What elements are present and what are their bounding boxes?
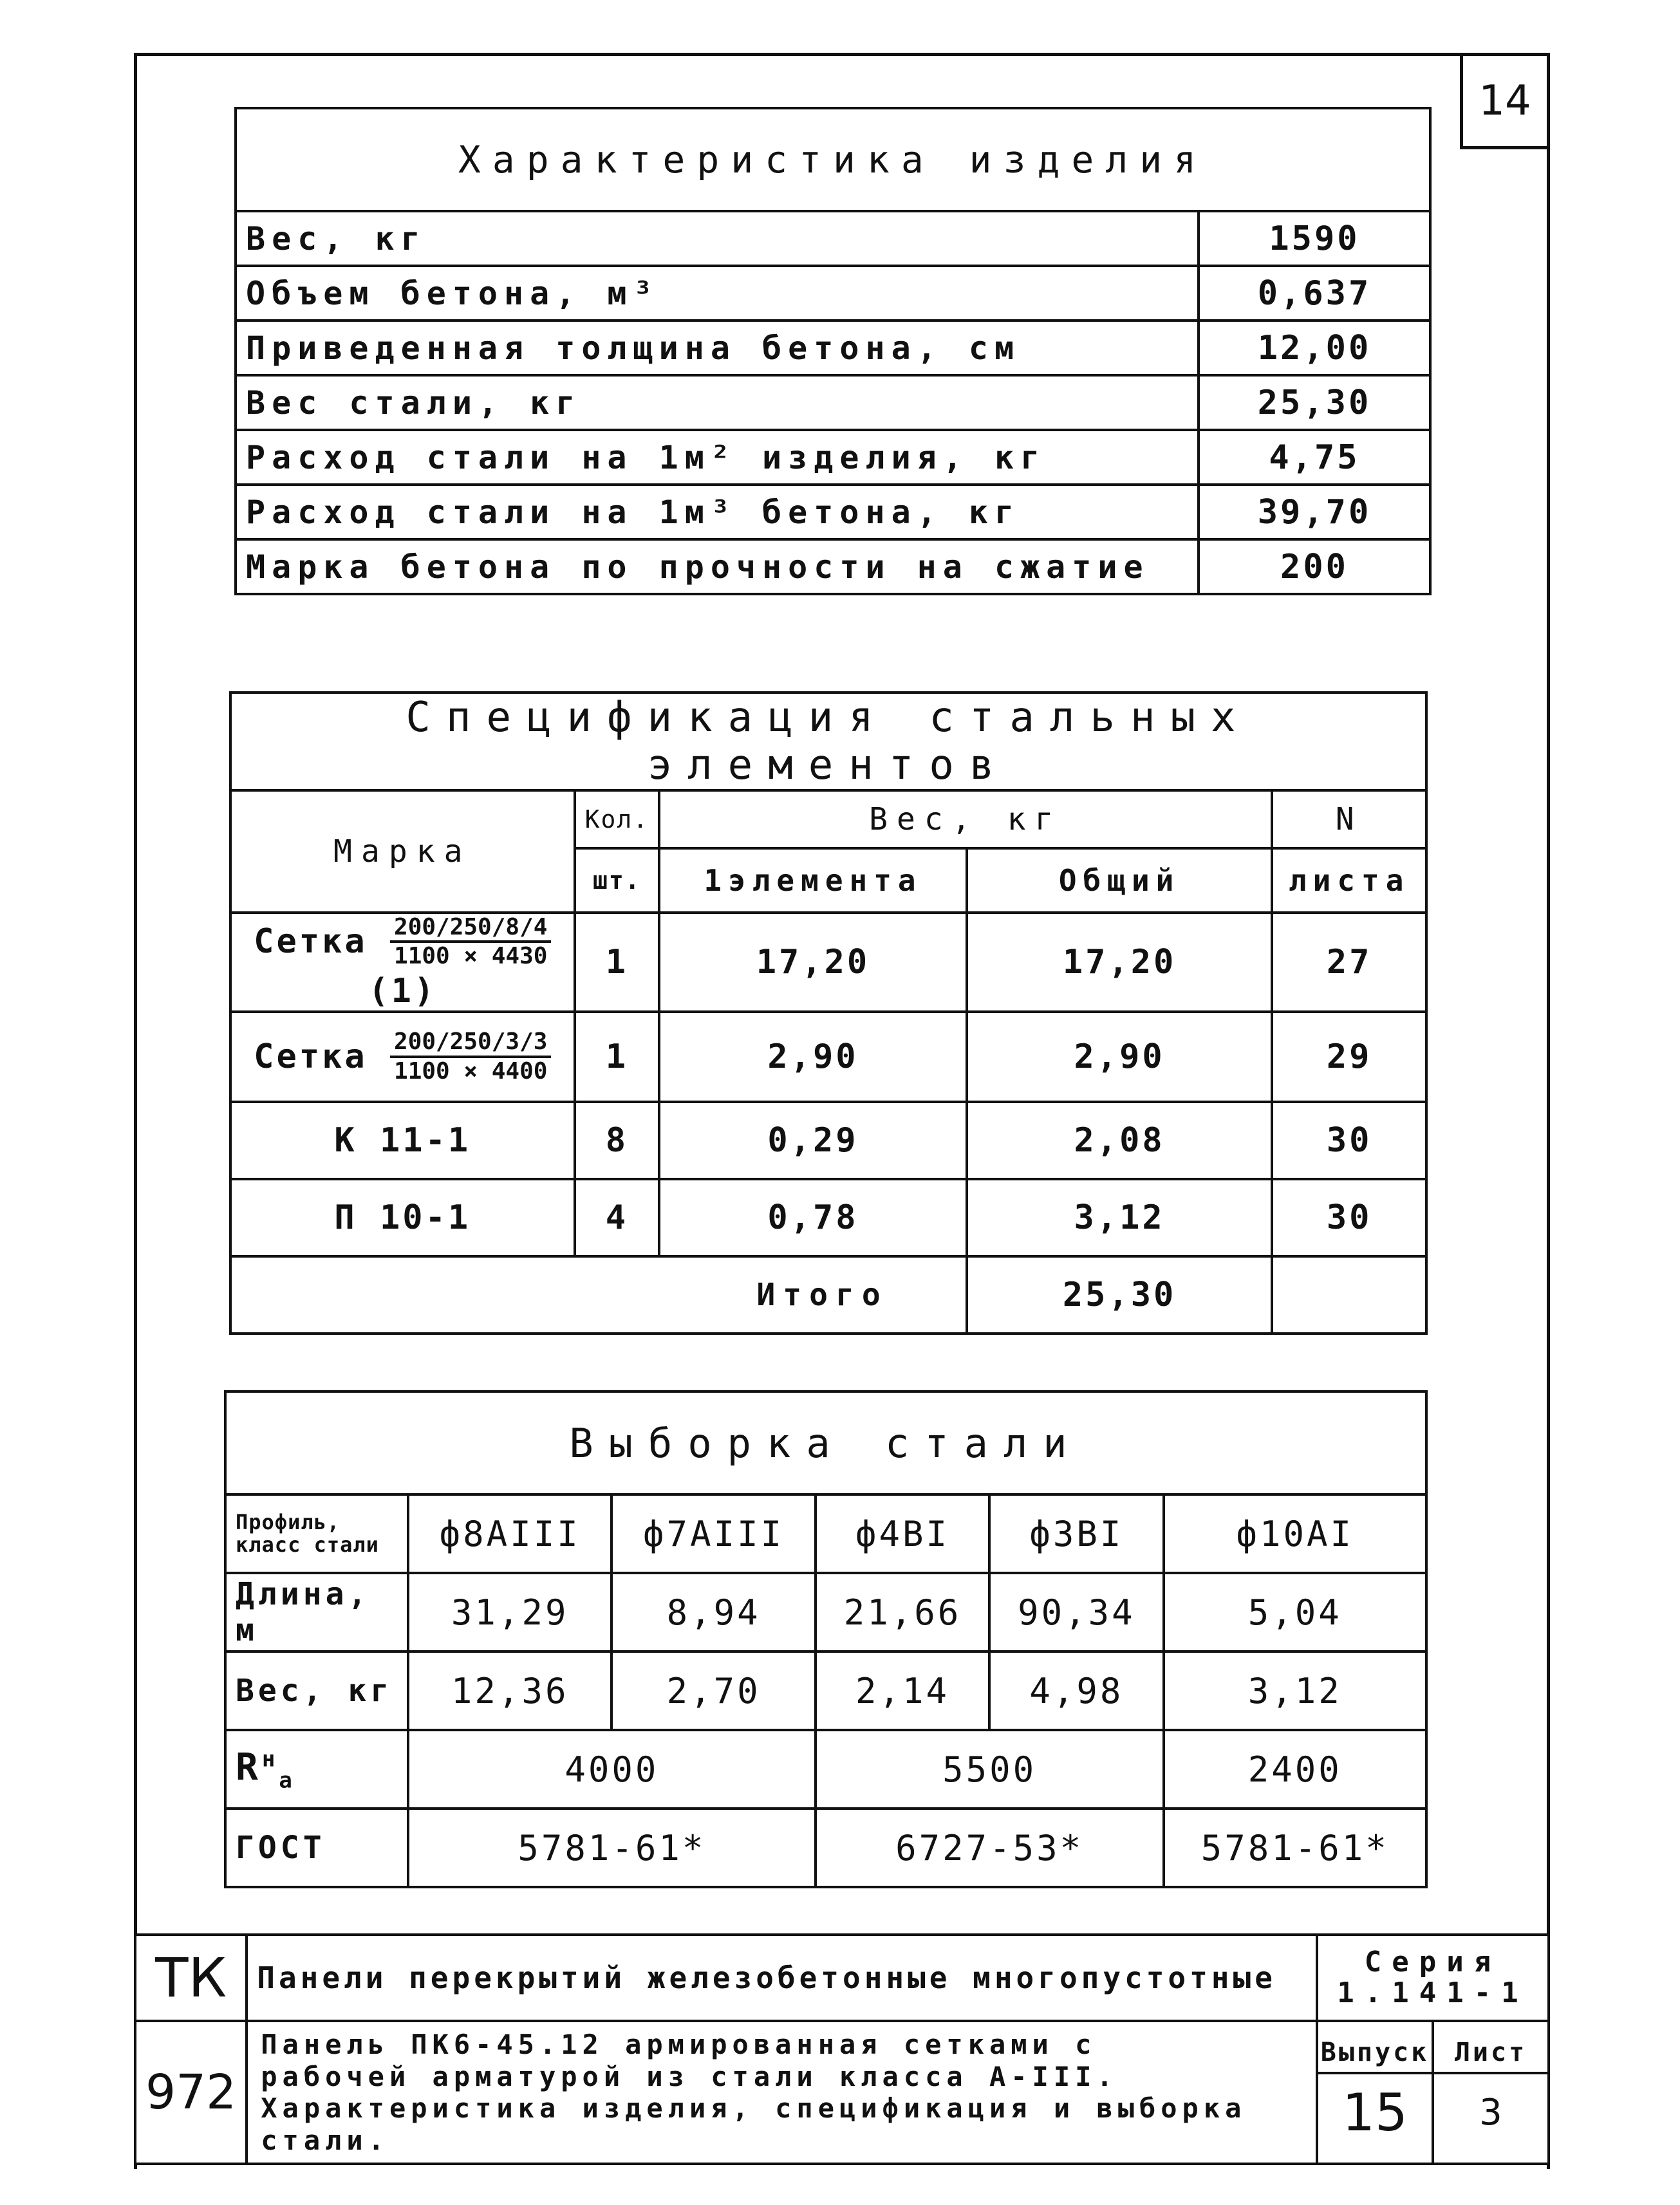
row-label: Приведенная толщина бетона, см <box>236 321 1199 375</box>
table-row <box>225 1573 1426 1651</box>
mark-cell <box>230 1012 575 1102</box>
row-label: Вес стали, кг <box>236 375 1199 430</box>
table-row <box>230 1102 1426 1179</box>
sheet-label: Лист <box>1434 2033 1547 2074</box>
steel-column-header: ф3ВI <box>989 1494 1163 1573</box>
weight-cell: 2,14 <box>816 1651 989 1730</box>
mark-suffix: (1) <box>368 971 437 1010</box>
code-cell: 972 <box>135 2021 247 2164</box>
header-weight-total: Общий <box>967 848 1273 913</box>
qty-cell: 8 <box>575 1102 660 1179</box>
mesh-fraction <box>390 1028 551 1084</box>
product-name: Панели перекрытий железобетонные многопустотные <box>247 1935 1317 2021</box>
mark-cell <box>230 913 575 1012</box>
qty-cell: 4 <box>575 1179 660 1256</box>
steel-column-header: ф8АIII <box>408 1494 611 1573</box>
qty-cell: 1 <box>575 913 660 1012</box>
gost-cell: 5781-61* <box>1164 1809 1426 1887</box>
series-cell <box>1317 1935 1549 2021</box>
description-line: рабочей арматурой из стали класса А-III. <box>261 2060 1118 2092</box>
header-weight: Вес, кг <box>659 790 1272 848</box>
row-label: Марка бетона по прочности на сжатие <box>236 539 1199 594</box>
total-value: 25,30 <box>967 1256 1273 1334</box>
sheet-number-cell <box>1433 2021 1549 2164</box>
header-sheet-bottom: листа <box>1272 848 1426 913</box>
issue-value: 15 <box>1342 2083 1408 2143</box>
gost-cell: 5781-61* <box>408 1809 816 1887</box>
header-mark: Марка <box>230 790 575 913</box>
steel-title: Выборка стали <box>225 1391 1426 1494</box>
weight-one-cell: 0,78 <box>659 1179 967 1256</box>
sheet-value: 3 <box>1479 2092 1502 2134</box>
weight-one-cell: 17,20 <box>659 913 967 1012</box>
header-qty-top: Кол. <box>575 790 660 848</box>
weight-cell: 2,70 <box>611 1651 815 1730</box>
weight-total-cell: 17,20 <box>967 913 1273 1012</box>
header-sheet-top: N <box>1272 790 1426 848</box>
steel-column-header: ф4ВI <box>816 1494 989 1573</box>
profile-label <box>225 1494 408 1573</box>
row-value: 39,70 <box>1199 485 1430 539</box>
header-weight-one: 1элемента <box>659 848 967 913</box>
table-row <box>236 211 1430 266</box>
table-row <box>236 375 1430 430</box>
weight-total-cell: 2,08 <box>967 1102 1273 1179</box>
mark-cell: К 11-1 <box>230 1102 575 1179</box>
fraction-denominator: 1100 × 4400 <box>394 1057 548 1084</box>
weight-total-cell: 2,90 <box>967 1012 1273 1102</box>
fraction-numerator: 200/250/8/4 <box>390 914 551 943</box>
specification-title: Спецификация стальных элементов <box>230 693 1426 790</box>
fraction-denominator: 1100 × 4430 <box>394 943 548 970</box>
page-number: 14 <box>1460 53 1550 149</box>
table-row <box>225 1730 1426 1809</box>
profile-label-line2: класс стали <box>236 1532 379 1557</box>
r-value-cell: 2400 <box>1164 1730 1426 1809</box>
r-subscript: а <box>279 1767 296 1794</box>
steel-column-header: ф7АIII <box>611 1494 815 1573</box>
sheet-cell: 30 <box>1272 1179 1426 1256</box>
r-label <box>225 1730 408 1809</box>
table-row <box>236 321 1430 375</box>
characteristics-table <box>234 107 1432 595</box>
row-label: Расход стали на 1м³ бетона, кг <box>236 485 1199 539</box>
table-row <box>236 485 1430 539</box>
total-row <box>230 1256 1426 1334</box>
table-row <box>230 1012 1426 1102</box>
r-value-cell: 4000 <box>408 1730 816 1809</box>
mesh-fraction <box>390 914 551 970</box>
issue-label: Выпуск <box>1318 2033 1432 2074</box>
series-value: 1.141-1 <box>1337 1977 1529 2009</box>
title-block <box>134 1933 1550 2165</box>
steel-selection-table <box>224 1390 1428 1888</box>
table-row <box>236 430 1430 485</box>
row-label: Расход стали на 1м² изделия, кг <box>236 430 1199 485</box>
profile-label-line1: Профиль, <box>236 1509 341 1534</box>
total-label: Итого <box>230 1256 967 1334</box>
steel-column-header: ф10АI <box>1164 1494 1426 1573</box>
r-superscript: н <box>261 1746 279 1772</box>
length-cell: 31,29 <box>408 1573 611 1651</box>
table-row <box>236 266 1430 321</box>
length-cell: 21,66 <box>816 1573 989 1651</box>
weight-cell: 3,12 <box>1164 1651 1426 1730</box>
gost-cell: 6727-53* <box>816 1809 1164 1887</box>
weight-cell: 12,36 <box>408 1651 611 1730</box>
weight-total-cell: 3,12 <box>967 1179 1273 1256</box>
row-value: 1590 <box>1199 211 1430 266</box>
table-row <box>230 1179 1426 1256</box>
specification-table <box>229 691 1428 1335</box>
tk-cell: ТК <box>135 1935 247 2021</box>
table-row <box>236 539 1430 594</box>
fraction-numerator: 200/250/3/3 <box>390 1028 551 1057</box>
sheet-cell: 30 <box>1272 1102 1426 1179</box>
row-value: 0,637 <box>1199 266 1430 321</box>
length-cell: 90,34 <box>989 1573 1163 1651</box>
issue-cell <box>1317 2021 1433 2164</box>
total-empty-cell <box>1272 1256 1426 1334</box>
series-label: Серия <box>1364 1945 1502 1978</box>
description-line: Панель ПК6-45.12 армированная сетками с <box>261 2029 1097 2060</box>
weight-cell: 4,98 <box>989 1651 1163 1730</box>
header-qty-bottom: шт. <box>575 848 660 913</box>
mark-prefix: Сетка <box>254 922 368 962</box>
row-value: 25,30 <box>1199 375 1430 430</box>
weight-label: Вес, кг <box>225 1651 408 1730</box>
sheet-cell: 29 <box>1272 1012 1426 1102</box>
r-value-cell: 5500 <box>816 1730 1164 1809</box>
length-cell: 8,94 <box>611 1573 815 1651</box>
mark-cell: П 10-1 <box>230 1179 575 1256</box>
mark-prefix: Сетка <box>254 1037 368 1076</box>
length-cell: 5,04 <box>1164 1573 1426 1651</box>
row-label: Объем бетона, м³ <box>236 266 1199 321</box>
row-value: 4,75 <box>1199 430 1430 485</box>
row-label: Вес, кг <box>236 211 1199 266</box>
weight-one-cell: 2,90 <box>659 1012 967 1102</box>
table-row <box>230 913 1426 1012</box>
sheet-description <box>247 2021 1317 2164</box>
table-row <box>225 1651 1426 1730</box>
characteristics-title: Характеристика изделия <box>236 108 1430 211</box>
weight-one-cell: 0,29 <box>659 1102 967 1179</box>
table-row <box>225 1809 1426 1887</box>
length-label: Длина, м <box>225 1573 408 1651</box>
row-value: 12,00 <box>1199 321 1430 375</box>
row-value: 200 <box>1199 539 1430 594</box>
r-symbol: R <box>236 1745 262 1789</box>
qty-cell: 1 <box>575 1012 660 1102</box>
gost-label: ГОСТ <box>225 1809 408 1887</box>
sheet-cell: 27 <box>1272 913 1426 1012</box>
description-line: Характеристика изделия, спецификация и выборка стали. <box>261 2092 1247 2156</box>
